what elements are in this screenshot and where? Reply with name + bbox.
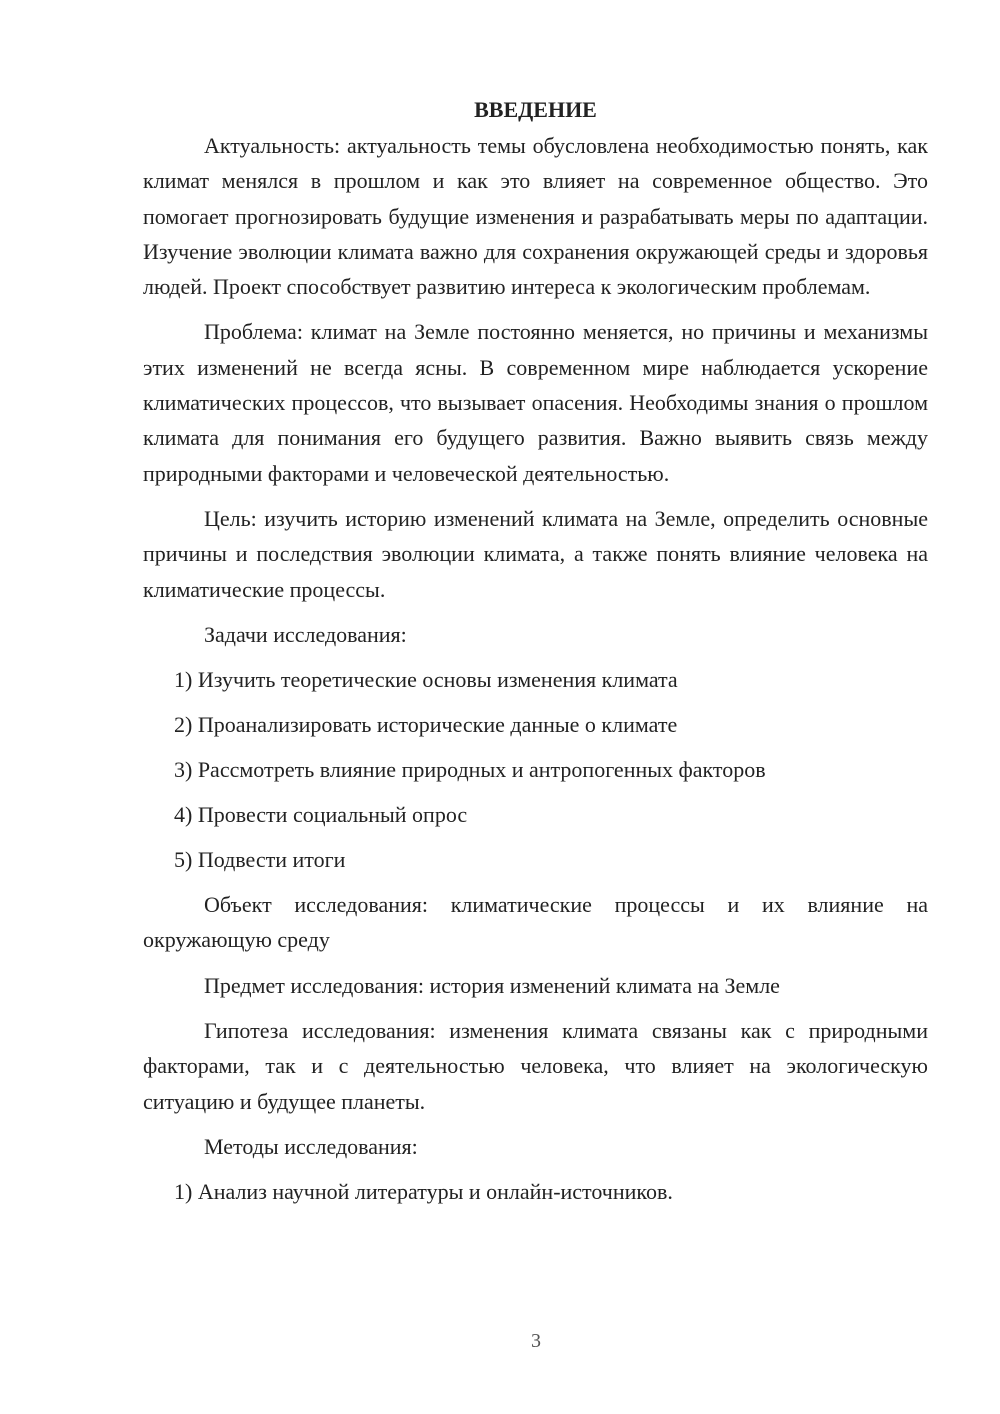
- goal-paragraph: Цель: изучить историю изменений климата на Земле, определить основные причины и последствия эволюции климата, а также понять влияние человека на климатические процессы.: [143, 505, 928, 602]
- section-title: ВВЕДЕНИЕ: [474, 97, 597, 122]
- list-item: 5) Подвести итоги: [174, 847, 346, 873]
- list-item: 1) Анализ научной литературы и онлайн-источников.: [174, 1179, 673, 1205]
- relevance-paragraph: Актуальность: актуальность темы обусловлена необходимостью понять, как климат менялся в прошлом и как это влияет на современное общество. Это помогает прогнозировать будущие изменения и разрабатывать меры по адаптации. Изучение эволюции климата важно для сохранения окружающей среды и здоровья людей. Проект способствует развитию интереса к экологическим проблемам.: [143, 133, 928, 300]
- page-number: 3: [531, 1330, 541, 1352]
- methods-list: [143, 1174, 928, 1209]
- tasks-list: [143, 662, 928, 877]
- problem-paragraph: Проблема: климат на Земле постоянно меняется, но причины и механизмы этих изменений не всегда ясны. В современном мире наблюдается ускорение климатических процессов, что вызывает опасения. Необходимы знания о прошлом климата для понимания его будущего развития. Важно выявить связь между природными факторами и человеческой деятельностью.: [143, 319, 928, 486]
- hypothesis-paragraph: Гипотеза исследования: изменения климата связаны как с природными факторами, так и с деятельностью человека, что влияет на экологическую ситуацию и будущее планеты.: [143, 1017, 928, 1114]
- object-paragraph: Объект исследования: климатические процессы и их влияние на окружающую среду: [143, 892, 928, 953]
- subject-paragraph: Предмет исследования: история изменений климата на Земле: [204, 972, 780, 998]
- methods-heading: Методы исследования:: [204, 1133, 418, 1159]
- list-item: 3) Рассмотреть влияние природных и антропогенных факторов: [174, 757, 766, 783]
- list-item: 4) Провести социальный опрос: [174, 802, 468, 828]
- tasks-heading: Задачи исследования:: [204, 621, 407, 647]
- list-item: 2) Проанализировать исторические данные о климате: [174, 712, 678, 738]
- list-item: 1) Изучить теоретические основы изменения климата: [174, 667, 678, 693]
